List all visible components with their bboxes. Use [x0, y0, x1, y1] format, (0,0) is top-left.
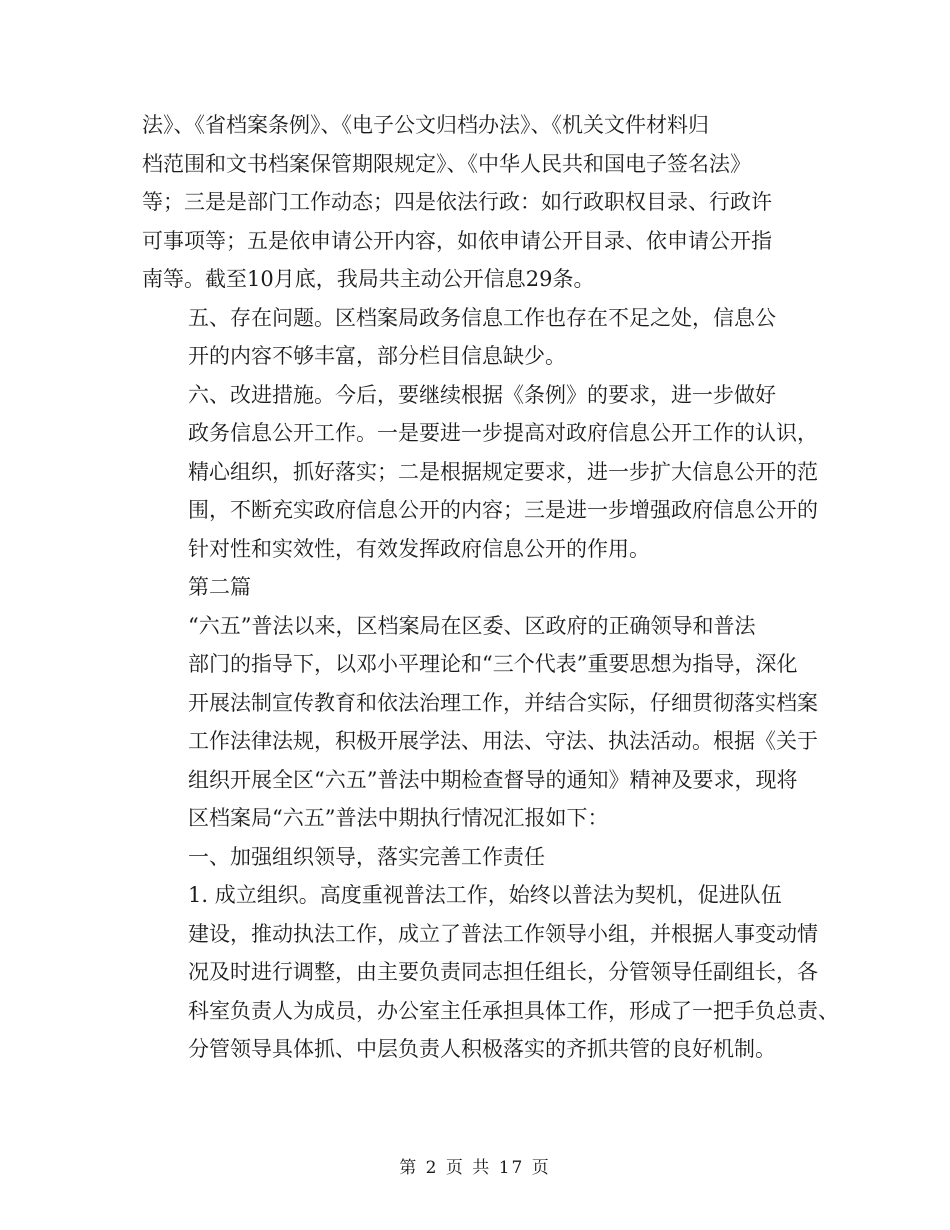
text-line: 建设，推动执法工作，成立了普法工作领导小组，并根据人事变动情 — [188, 921, 818, 946]
paragraph — [142, 876, 839, 1069]
paragraph — [142, 376, 818, 569]
text-line: 部门的指导下，以邓小平理论和“三个代表”重要思想为指导，深化 — [188, 652, 798, 676]
text-line: 科室负责人为成员，办公室主任承担具体工作，形成了一把手负总责、 — [188, 998, 839, 1023]
text-line: 开展法制宣传教育和依法治理工作，并结合实际，仔细贯彻落实档案 — [188, 690, 818, 715]
paragraph — [142, 607, 818, 838]
text-line: 法》、《省档案条例》、《电子公文归档办法》、《机关文件材料归 — [142, 113, 709, 137]
text-line: 工作法律法规，积极开展学法、用法、守法、执法活动。根据《关于 — [188, 729, 818, 753]
text-line: 开的内容不够丰富，部分栏目信息缺少。 — [188, 344, 566, 368]
text-line: 六、改进措施。今后，要继续根据《条例》的要求，进一步做好 — [188, 382, 776, 407]
text-line: 可事项等；五是依申请公开内容，如依申请公开目录、依申请公开指 — [142, 228, 772, 253]
text-line: 五、存在问题。区档案局政务信息工作也存在不足之处，信息公 — [188, 305, 776, 330]
text-line: 第二篇 — [188, 575, 251, 599]
page-footer: 第 2 页 共 17 页 — [399, 1158, 551, 1178]
text-line: 分管领导具体抓、中层负责人积极落实的齐抓共管的良好机制。 — [188, 1037, 776, 1061]
paragraph — [142, 106, 812, 299]
document-body — [142, 106, 839, 1069]
text-line: “六五”普法以来，区档案局在区委、区政府的正确领导和普法 — [188, 613, 756, 638]
text-line: 南等。截至10月底，我局共主动公开信息29条。 — [142, 267, 595, 291]
text-line: 精心组织，抓好落实；二是根据规定要求，进一步扩大信息公开的范 — [188, 459, 818, 484]
text-line: 政务信息公开工作。一是要进一步提高对政府信息公开工作的认识， — [188, 421, 818, 445]
text-line: 一、加强组织领导，落实完善工作责任 — [188, 844, 545, 869]
text-line: 组织开展全区“六五”普法中期检查督导的通知》精神及要求，现将 — [188, 767, 798, 792]
paragraph — [142, 838, 812, 877]
text-line: 1. 成立组织。高度重视普法工作，始终以普法为契机，促进队伍 — [188, 883, 782, 907]
paragraph — [142, 299, 812, 376]
paragraph — [142, 568, 812, 607]
text-line: 况及时进行调整，由主要负责同志担任组长，分管领导任副组长，各 — [188, 960, 818, 984]
text-line: 区档案局“六五”普法中期执行情况汇报如下： — [188, 806, 609, 830]
text-line: 围，不断充实政府信息公开的内容；三是进一步增强政府信息公开的 — [188, 498, 818, 522]
text-line: 针对性和实效性，有效发挥政府信息公开的作用。 — [188, 536, 650, 561]
text-line: 等；三是是部门工作动态；四是依法行政：如行政职权目录、行政许 — [142, 190, 772, 214]
text-line: 档范围和文书档案保管期限规定》、《中华人民共和国电子签名法》 — [142, 151, 751, 176]
